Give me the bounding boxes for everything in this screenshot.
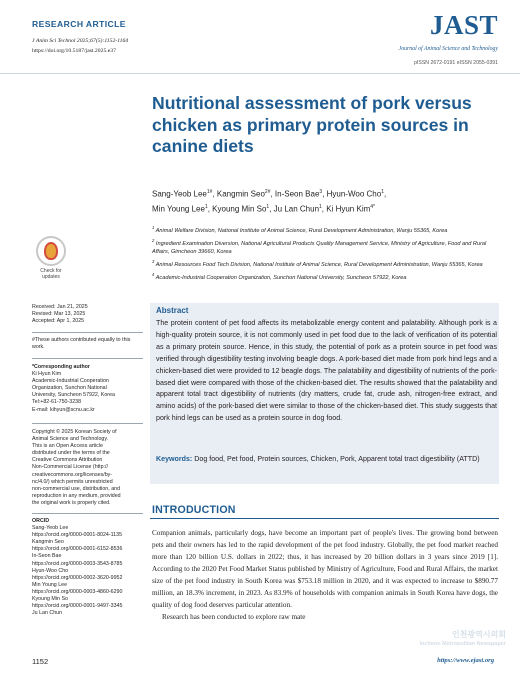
journal-name: Journal of Animal Science and Technology [398,46,498,52]
orcid-name: Kangmin Seo [32,539,64,546]
copyright-line: non-commercial use, distribution, and [32,485,121,492]
corresponding-label: *Corresponding author [32,364,90,370]
keywords [156,454,497,466]
check-for-updates-badge[interactable] [33,236,69,280]
copyright-line: Copyright © 2025 Korean Society of [32,429,117,435]
affiliation: $^2$ Ingredient Examination Diversion, National Agricultural Products Quality Management Service, Ministry of Agriculture, Food and Rural Affairs, Gimcheon 39660, Korea [152,238,487,255]
corresponding-author [32,364,143,414]
corresponding-line: Ki Hyun Kim [32,371,62,378]
article-type: RESEARCH ARTICLE [32,19,126,29]
orcid-name: Min Young Lee [32,581,68,588]
doi-link[interactable]: https://doi.org/10.5187/jast.2025.e37 [32,47,116,54]
left-divider [32,423,143,424]
section-heading-introduction: INTRODUCTION [152,504,236,516]
orcid-name: Hyun-Woo Cho [32,567,69,574]
orcid-name: Sang-Yeob Lee [32,525,69,532]
article-title: Nutritional assessment of pork versus chicken as primary protein sources in canine diets [152,93,472,157]
corresponding-line: Tel:+82-61-750-3238 [32,399,82,406]
affiliation: $^4$ Academic-Industrial Cooperation Organization, Sunchon National University, Suncheon 57922, Korea [152,272,407,282]
orcid-link[interactable]: https://orcid.org/0000-0003-4860-6290 [32,588,123,595]
citation-block [32,37,128,56]
paragraph: Research has been conducted to explore raw mate [162,613,306,621]
copyright-line: the original work is properly cited. [32,499,111,506]
abstract-heading: Abstract [156,306,189,315]
orcid-link[interactable]: https://orcid.org/0000-0003-3543-8785 [32,560,123,567]
left-divider [32,358,143,359]
author-line: Sang-Yeob Lee$^{1\#}$, Kangmin Seo$^{2\#}$, In-Seon Bae$^3$, Hyun-Woo Cho$^1$, [152,189,387,199]
left-divider [32,332,143,333]
copyright-line: reproduction in any medium, provided [32,492,121,499]
copyright-line: creativecommons.org/licenses/by- [32,471,113,478]
copyright-line: Non-Commercial License (http:// [32,464,108,471]
corresponding-line: University, Suncheon 57922, Korea [32,392,115,399]
badge-label: Check for updates [40,268,62,280]
author-line: Min Young Lee$^1$, Kyoung Min So$^1$, Ju Lan Chun$^1$, Ki Hyun Kim$^{4*}$ [152,204,375,214]
citation: J Anim Sci Technol 2025;67(5):1152-1164 [32,38,129,44]
orcid-link[interactable]: https://orcid.org/0000-0001-9497-3345 [32,603,123,610]
journal-url[interactable]: https://www.ejast.org [437,657,494,664]
orcid-label: ORCID [32,518,50,524]
revised-date: Revised: Mar 13, 2025 [32,311,86,318]
received-date: Received: Jan 21, 2025 [32,304,88,310]
orcid-link[interactable]: https://orcid.org/0000-0001-8024-1135 [32,532,123,539]
orcid-link[interactable]: https://orcid.org/0000-0001-6152-8536 [32,546,123,553]
update-icon [36,236,66,266]
copyright-line: Creative Commons Attribution [32,457,103,464]
equal-contribution-note: #These authors contributed equally to this work. [32,337,131,351]
header-divider [0,73,520,74]
corresponding-line: Academic-Industrial Cooperation [32,378,109,385]
paragraph: Companion animals, particularly dogs, have become an important part of people's lives. The growing bond between pets and their owners has led to the rapid development of the pet food industry. Globally, the pet food market reached more than 120 billion U.S. dollars in 2022; thus, it has increased by 20 billion dollars in 3 years since 2019 [1]. According to the 2020 Pet Food Market Status published by Ministry of Agriculture, Food and Rural Affairs, the market size of the pet food industry in South Korea was $753.18 million in 2020, and it was expected to increase to $890.77 million, an 18.3% increment, in 2023. As 83.9% of households with companion animals in South Korea have dogs, the quality of dog food deserves particular attention. [152,529,498,609]
issn: pISSN 2672-0191 eISSN 2055-0391 [414,60,498,66]
left-divider [32,513,143,514]
author-list [152,186,492,217]
orcid-list [32,518,143,617]
orcid-name: Kyoung Min So [32,596,68,603]
affiliation: $^1$ Animal Welfare Division, National Institute of Animal Science, Rural Development Administration, Wanju 55365, Korea [152,225,448,234]
section-rule [150,518,499,519]
affiliation: $^3$ Animal Resources Food Tech Division, National Institute of Animal Science, Rural Development Administration, Wanju 55365, Korea [152,258,483,268]
orcid-name: Ju Lan Chun [32,610,63,617]
copyright-line: Animal Science and Technology. [32,436,109,443]
corresponding-line: E-mail: kihyun@scnu.ac.kr [32,406,95,413]
keywords-label: Keywords: [156,455,193,463]
copyright-line: nc/4.0/) which permits unrestricted [32,478,113,485]
copyright-notice [32,429,143,507]
watermark-logo: 인천광역시의회 Incheon Metropolitan Newspaper [419,630,506,647]
affiliations [152,224,497,284]
page-number: 1152 [32,657,49,666]
accepted-date: Accepted: Apr 1, 2025 [32,318,85,325]
copyright-line: This is an Open Access article [32,443,103,450]
abstract-text: The protein content of pet food affects its metabolizable energy content and palatability. Although pork is a high-quality protein source, it is not commonly used in pet food due to the lack of verification of its potential as a primary protein source. Hence, in this study, the potential of pork as a protein source in pet food was verified through digestibility testing involving beagle dogs. A pork-based diet made from pork hind legs and a chicken-based diet were provided to 12 beagle dogs. The palatability and digestibility of nutrients of the pork-based diet were compared with those of the chicken-based diet. The results showed that the palatability and apparent total tract digestibility of nutrients (dry matters, crude fat, crude ash, nitrogen-free extract, and amino acids) of the pork-based diet were similar to those of the chicken-based diet. This study suggests that pork hind legs can be used as a protein source in dog food. [156,319,497,423]
corresponding-line: Organization, Sunchon National [32,385,107,392]
orcid-name: In-Seon Bae [32,553,62,560]
journal-logo: JAST [429,10,498,40]
copyright-line: distributed under the terms of the [32,450,110,457]
orcid-link[interactable]: https://orcid.org/0000-0002-3620-9952 [32,574,123,581]
introduction-text [152,527,498,623]
keywords-text: Dog food, Pet food, Protein sources, Chicken, Pork, Apparent total tract digestibility (ATTD) [194,455,480,463]
dates-block [32,304,143,325]
